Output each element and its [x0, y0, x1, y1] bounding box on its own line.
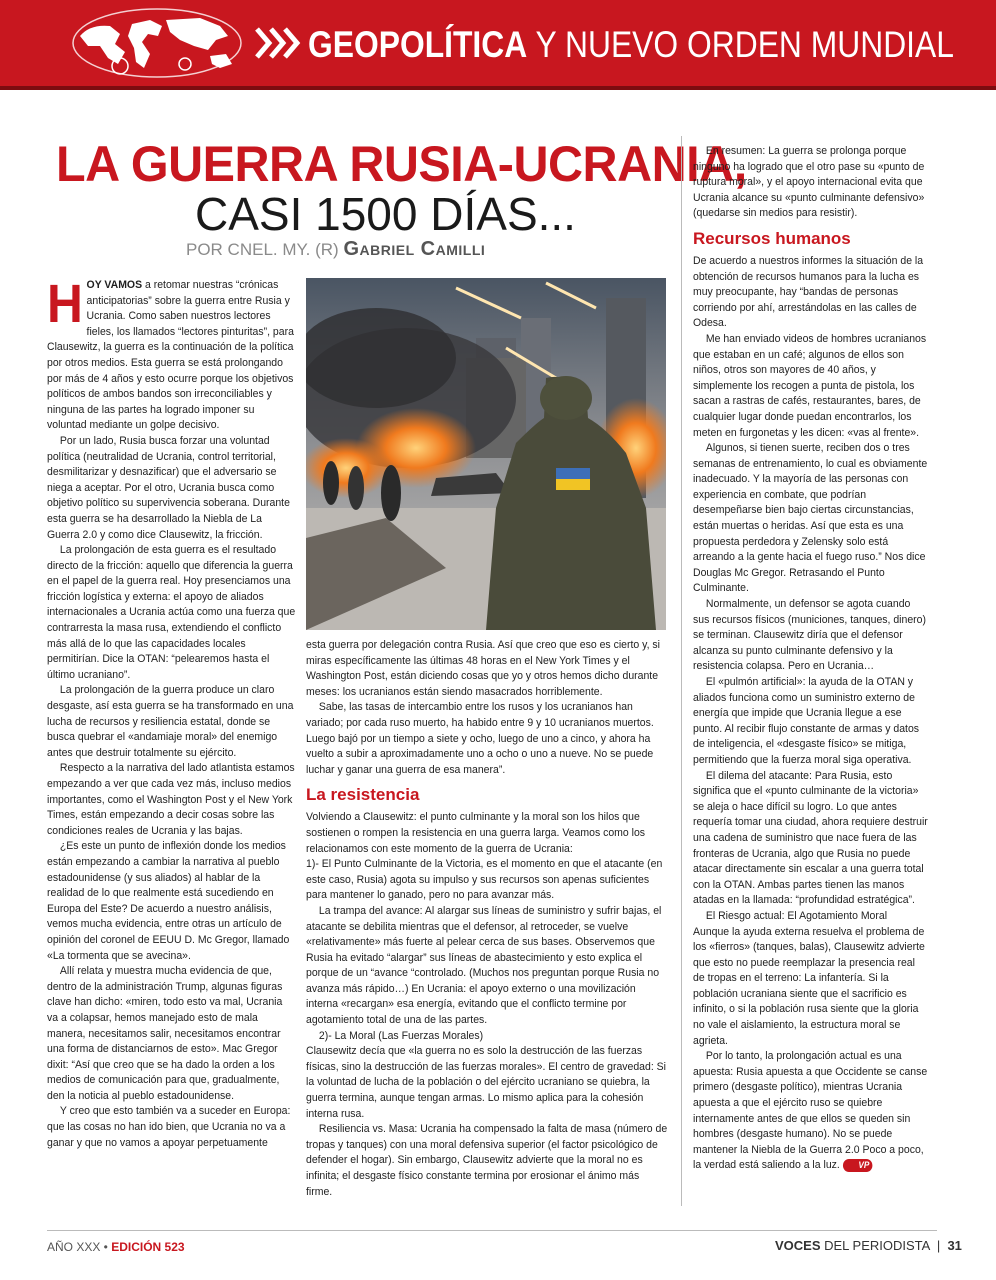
paragraph-text: Por lo tanto, la prolongación actual es una apuesta: Rusia apuesta a que Occidente se canse primero (desgaste político), mientras Ucrania apuesta a que el ejército ruso se quiebre internamente antes de que ellos se queden sin hombres (desgaste humano). No se puede mantener la Niebla de la Guerra 2.0 Poco a poco, la verdad está saliendo a la luz.: [693, 1050, 928, 1172]
paragraph: Respecto a la narrativa del lado atlantista estamos empezando a ver que cada vez más, incluso medios importantes, como el Washington Post y el New York Times, están empezando a decir cosas sobre las condiciones reales de Ucrania y las bajas.: [47, 762, 295, 837]
triple-chevron-icon: [255, 26, 301, 60]
paragraph-text: a retomar nuestras “crónicas anticipatorias” sobre la guerra entre Rusia y Ucrania. Como saben nuestros lectores fieles, los llamados “lectores pinturitas”, para Clausewitz, la guerra es la continuación de la política por otros medios. Esta guerra se está prolongando por más de 4 años y esto ocurre porque los objetivos políticos de ambos bandos son irreconciliables y ninguna de las partes ha logrado imponer su voluntad mediante un golpe decisivo.: [47, 279, 294, 432]
footer-brand: VOCES DEL PERIODISTA | 31: [775, 1238, 962, 1253]
column-3: [693, 144, 931, 1174]
paragraph: Volviendo a Clausewitz: el punto culminante y la moral son los hilos que sostienen o rompen la resistencia en una guerra larga. Veamos como los relacionamos con este momento de la guerra de Ucrania:: [306, 811, 646, 855]
byline-author: Gabriel Camilli: [343, 238, 486, 260]
footer-edition-number: EDICIÓN 523: [111, 1240, 185, 1254]
paragraph: La prolongación de la guerra produce un claro desgaste, así esta guerra se ha transformado en una lucha de recursos y resiliencia estatal, donde se busca quebrar el «andamiaje moral» del enemigo antes que destruir totalmente su ejército.: [47, 684, 294, 759]
drop-cap: H: [47, 274, 83, 334]
paragraph: Aunque la ayuda externa resuelva el problema de los «fierros» (tanques, balas), Clausewitz advierte que esto no puede reemplazar la presencia real de tropas en el terreno: La infantería. Si la población ucraniana siente que el sacrificio es infinito, o si la población rusa siente que la gloria no vale el aislamiento, la estructura moral se agrieta.: [693, 925, 925, 1047]
paragraph: De acuerdo a nuestros informes la situación de la obtención de recursos humanos para la lucha es muy preocupante, hay “bandas de personas corriendo por ahí, arrestándolas en las calles de Odesa.: [693, 254, 924, 330]
paragraph-final: [693, 1049, 929, 1174]
column-divider: [681, 136, 682, 1206]
paragraph: La prolongación de esta guerra es el resultado directo de la fricción: aquello que diferencia la guerra en el papel de la guerra real. Hoy presenciamos una fricción logística y externa: el apoyo de aliados internacionales a Ucrania actúa como una fuerza que contrarresta la masa rusa, extendiendo el conflicto más allá de lo que las capacidades locales permitirían. Dice la OTAN: “pelearemos hasta el último ucraniano”.: [47, 544, 296, 681]
byline: [186, 238, 485, 261]
paragraph: Clausewitz decía que «la guerra no es solo la destrucción de las fuerzas físicas, sino la destrucción de las fuerzas morales». El centro de gravedad: Si la voluntad de lucha de la población o del ejército ucraniano se quiebra, la guerra termina, aunque tengan armas. Lo mismo aplica para la cohesión interna rusa.: [306, 1045, 666, 1120]
paragraph: La trampa del avance: Al alargar sus líneas de suministro y sufrir bajas, el atacante se debilita mientras que el defensor, al retroceder, se vuelve «relativamente» más fuerte al pelear cerca de sus bases. Observemos que Rusia ha evitado “alargar” sus líneas de abastecimiento y esto explica el porque de un “avance “controlado. (Muchos nos preguntan porque Rusia no avanza más rápido…) En Ucrania: el apoyo externo o una movilización interna «recargan» esa energía, evitando que el conflicto termine por agotamiento total de una de las partes.: [306, 904, 662, 1027]
paragraph: El «pulmón artificial»: la ayuda de la OTAN y aliados funciona como un suministro externo de energía que impide que Ucrania llegue a ese punto. Al recibir flujo constante de armas y datos de inteligencia, el «desgaste físico» se mitiga, permitiendo que la fuerza moral siga operativa.: [693, 676, 920, 766]
section-title-rest: Y NUEVO ORDEN MUNDIAL: [535, 24, 954, 65]
paragraph: Normalmente, un defensor se agota cuando sus recursos físicos (municiones, tanques, dinero) se terminan. Clausewitz diría que el defensor alcanza su punto culminante defensivo y la resistencia colapsa. Pero en Ucrania…: [693, 598, 926, 673]
footer-brand-name: VOCES: [775, 1238, 821, 1253]
paragraph: 2)- La Moral (Las Fuerzas Morales): [318, 1029, 484, 1042]
section-header: [0, 0, 996, 90]
footer-edition: [47, 1240, 185, 1254]
column-1: [47, 274, 297, 1151]
subheading-resistencia: La resistencia: [306, 785, 420, 805]
paragraph: Me han enviado videos de hombres ucranianos que estaban en un café; algunos de ellos son niños, otros son mayores de 40 años, y simplemente los recogen a punta de pistola, los sacan a rastras de cafés, restaurantes, bares, de cualquier lugar donde puedan encontrarlos, los meten en furgonetas y les dicen: «vas al frente».: [693, 332, 927, 439]
column-2: [306, 638, 668, 1200]
footer-year: AÑO XXX •: [47, 1240, 112, 1254]
paragraph: Sabe, las tasas de intercambio entre los rusos y los ucranianos han variado; por cada ruso muerto, ha habido entre 9 y 10 ucranianos muertos. Luego bajó por un tiempo a siete y ocho, luego de uno a cinco, y ahora ha vuelto a subir a aproximadamente uno a ocho o uno a nueve. No se puede luchar y ganar una guerra de esa manera”.: [306, 701, 654, 776]
paragraph: Resiliencia vs. Masa: Ucrania ha compensado la falta de masa (número de tropas y tanques) con una moral defensiva superior (el factor psicológico de defender el hogar). Sin embargo, Clausewitz advierte que la moral no es infinita; el desgaste físico constante termina por erosionar el ánimo más firme.: [306, 1123, 668, 1198]
page-number: 31: [947, 1238, 962, 1253]
subheading-recursos: Recursos humanos: [693, 228, 851, 248]
byline-prefix: POR CNEL. MY. (R): [186, 240, 339, 259]
paragraph: El Riesgo actual: El Agotamiento Moral: [705, 909, 888, 922]
paragraph: El dilema del atacante: Para Rusia, esto significa que el «punto culminante de la victoria» se aleja o hace difícil su logro. Lo que antes requería tomar una ciudad, ahora requiere destruir una cadena de suministro que nace fuera de las fronteras de Ucrania, algo que Rusia no puede atacar directamente sin escalar a una guerra total con la OTAN. Ambas partes tienen las manos atadas en la llamada: “profundidad estratégica”.: [693, 769, 928, 907]
end-badge: VP: [843, 1159, 872, 1172]
paragraph: Algunos, si tienen suerte, reciben dos o tres semanas de entrenamiento, lo cual es obviamente inadecuado. Y la mayoría de las personas con experiencia en combate, que podrían desempeñarse bien bajo ciertas circunstancias, están muertas o heridas. Así que esta es una propuesta perdedora y Zelensky solo está arreando a la gente hacia el fuego ruso.” Nos dice Douglas Mc Gregor. Retrasando el Punto Culminante.: [693, 442, 928, 595]
paragraph: En resumen: La guerra se prolonga porque ninguno ha logrado que el otro pase su «punto de ruptura moral», y el apoyo internacional evita que Ucrania alcance su «punto culminante defensivo» (quedarse sin medios para resistir).: [693, 145, 925, 220]
paragraph: Allí relata y muestra mucha evidencia de que, dentro de la administración Trump, algunas figuras clave han dicho: «miren, todo esto va mal, Ucrania va a colapsar, hemos manejado esto de mala manera, necesitamos salir, necesitamos encontrar una forma de distanciarnos de esto». Mac Gregor dixit: “Así que creo que se ha dado la orden a los medios de comunicación para que, gradualmente, den la noticia al pueblo estadounidense.: [47, 965, 283, 1102]
world-map-icon: [70, 6, 245, 80]
paragraph: Y creo que esto también va a suceder en Europa: que las cosas no han ido bien, que Ucrania no va a ganar y que no vamos a apoyar perpetuamente: [47, 1105, 291, 1149]
footer-brand-rest: DEL PERIODISTA: [820, 1238, 930, 1253]
paragraph: Por un lado, Rusia busca forzar una voluntad política (neutralidad de Ucrania, control territorial, desmilitarizar y desnazificar) que el adversario se niega a aceptar. Por el otro, Ucrania busca como objetivo político su supervivencia soberana. Durante esta guerra se ha desarrollado la Niebla de La Guerra 2.0 y como dice Clausewitz, la fricción.: [47, 434, 290, 541]
footer-rule: [47, 1230, 937, 1231]
paragraph: 1)- El Punto Culminante de la Victoria, es el momento en que el atacante (en este caso, Rusia) agota su impulso y sus recursos son apenas suficientes para mantener lo ganado, pero no para avanzar más.: [306, 858, 663, 902]
article-photo: [306, 278, 666, 630]
article-title-line2: CASI 1500 DÍAS...: [195, 188, 576, 240]
paragraph: esta guerra por delegación contra Rusia. Así que creo que eso es cierto y, si miras específicamente las últimas 48 horas en el New York Times y el Washington Post, están diciendo cosas que yo y otros hemos dicho durante meses: los ucranianos están siendo masacrados horriblemente.: [306, 639, 660, 698]
section-title-bold: GEOPOLÍTICA: [308, 24, 528, 65]
lead-caps: OY VAMOS: [86, 279, 143, 291]
article-title-line1: LA GUERRA RUSIA-UCRANIA,: [56, 136, 747, 192]
paragraph: ¿Es este un punto de inflexión donde los medios están empezando a cambiar la narrativa al pueblo estadounidense (y sus aliados) al hablar de la realidad de lo que realmente está sucediendo en Europa del Este? De acuerdo a nuestro análisis, vemos mucha evidencia, entre otras un artículo de opinión del coronel de EEUU D. Mc Gregor, llamado «La tormenta que se avecina».: [47, 840, 290, 962]
section-title: [308, 22, 954, 68]
paragraph-lead: [47, 274, 295, 434]
